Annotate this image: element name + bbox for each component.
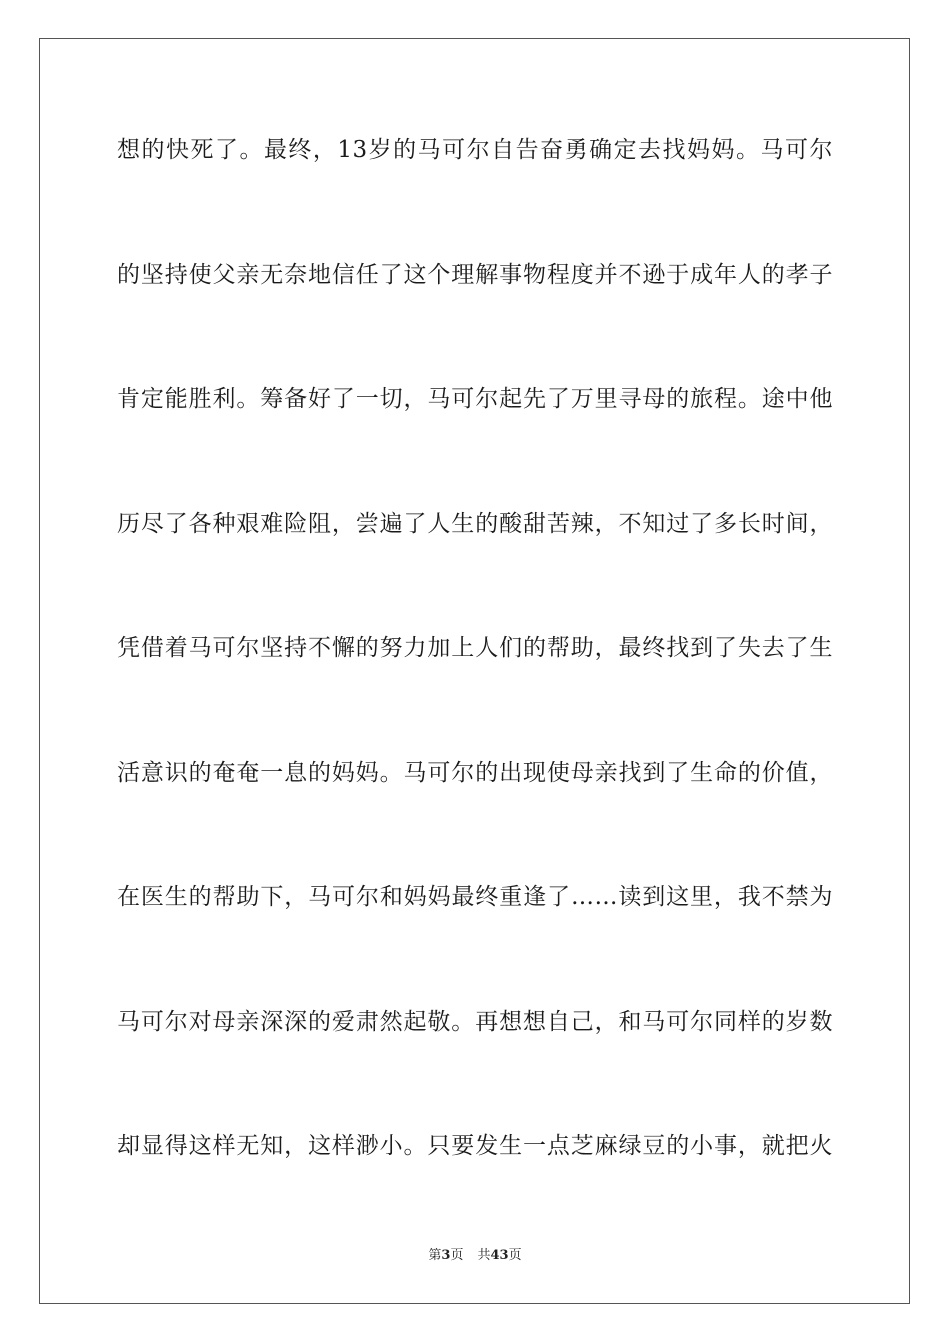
body-line-3: 肯定能胜利。筹备好了一切，马可尔起先了万里寻母的旅程。途中他 <box>117 386 833 412</box>
body-line-2: 的坚持使父亲无奈地信任了这个理解事物程度并不逊于成年人的孝子 <box>117 262 833 288</box>
total-unit: 页 <box>508 1248 522 1263</box>
body-line-4: 历尽了各种艰难险阻，尝遍了人生的酸甜苦辣，不知过了多长时间， <box>117 511 833 537</box>
page-prefix: 第 <box>428 1248 442 1263</box>
page-unit: 页 <box>450 1248 464 1263</box>
current-page-number: 3 <box>441 1248 451 1263</box>
body-line-6: 活意识的奄奄一息的妈妈。马可尔的出现使母亲找到了生命的价值， <box>117 760 833 786</box>
body-line-1: 想的快死了。最终，13岁的马可尔自告奋勇确定去找妈妈。马可尔 <box>117 137 833 163</box>
body-line-8: 马可尔对母亲深深的爱肃然起敬。再想想自己，和马可尔同样的岁数 <box>117 1009 833 1035</box>
total-page-count: 43 <box>490 1248 509 1263</box>
page-border <box>39 38 910 1304</box>
body-line-5: 凭借着马可尔坚持不懈的努力加上人们的帮助，最终找到了失去了生 <box>117 635 833 661</box>
page-footer <box>0 1247 950 1265</box>
total-prefix: 共 <box>477 1248 491 1263</box>
body-line-9: 却显得这样无知，这样渺小。只要发生一点芝麻绿豆的小事，就把火 <box>117 1133 833 1159</box>
body-line-7: 在医生的帮助下，马可尔和妈妈最终重逢了……读到这里，我不禁为 <box>117 884 833 910</box>
